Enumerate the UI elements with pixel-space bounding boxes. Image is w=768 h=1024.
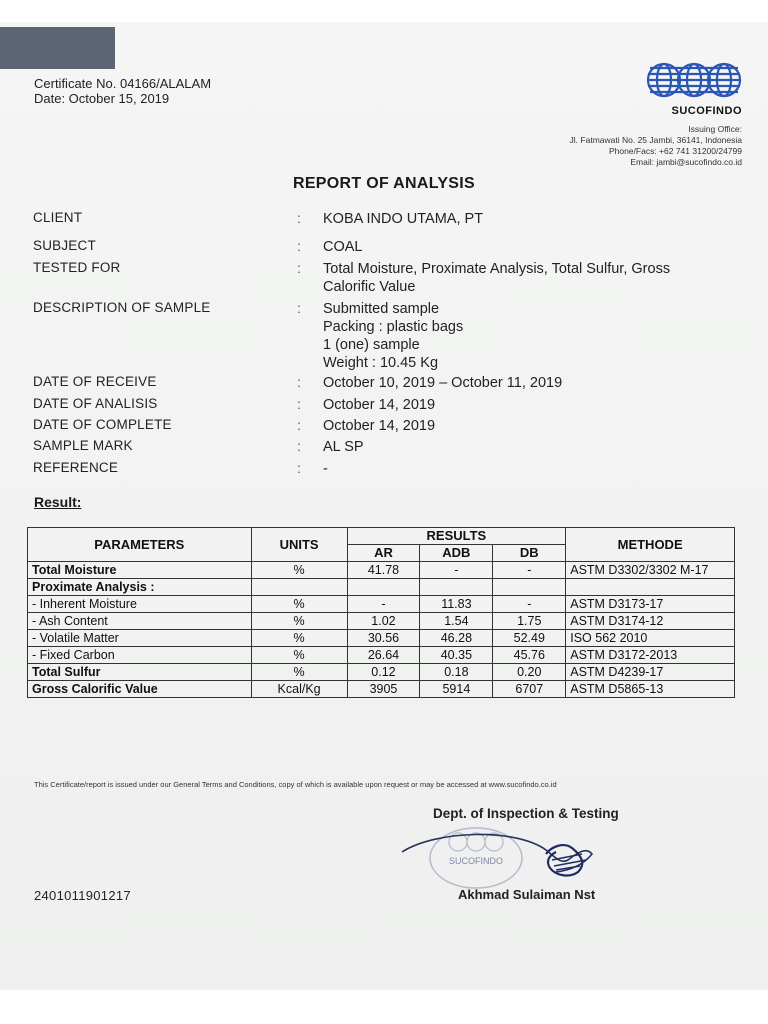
- cell-ar: 26.64: [347, 647, 420, 664]
- result-heading: Result:: [34, 494, 82, 510]
- field-colon: :: [297, 417, 301, 433]
- field-colon: :: [297, 396, 301, 412]
- header-db: DB: [493, 545, 566, 562]
- cell-unit: [251, 579, 347, 596]
- field-colon: :: [297, 260, 301, 276]
- cell-unit: %: [251, 596, 347, 613]
- field-value: Submitted sample Packing : plastic bags 1 (one) sample Weight : 10.45 Kg: [323, 301, 464, 371]
- field-colon: :: [297, 210, 301, 226]
- field-colon: :: [297, 438, 301, 454]
- corner-redaction-mark: [0, 27, 115, 69]
- cell-param: - Ash Content: [28, 613, 252, 630]
- office-address: Jl. Fatmawati No. 25 Jambi, 36141, Indonesia: [569, 135, 742, 145]
- cell-unit: %: [251, 613, 347, 630]
- field-label: DATE OF RECEIVE: [33, 374, 157, 389]
- field-value: COAL: [323, 239, 363, 255]
- cell-db: 52.49: [493, 630, 566, 647]
- header-methode: METHODE: [566, 528, 735, 562]
- field-value: October 10, 2019 – October 11, 2019: [323, 375, 563, 391]
- cell-adb: 11.83: [420, 596, 493, 613]
- cell-ar: [347, 579, 420, 596]
- field-label: REFERENCE: [33, 460, 119, 475]
- field-value: October 14, 2019: [323, 418, 436, 434]
- issuing-office: [570, 124, 742, 168]
- table-row: [28, 596, 735, 613]
- office-email: Email: jambi@sucofindo.co.id: [630, 157, 742, 167]
- cell-ar: -: [347, 596, 420, 613]
- field-label: TESTED FOR: [33, 260, 121, 275]
- results-table: [27, 527, 735, 698]
- stamp-text: SUCOFINDO: [449, 856, 503, 866]
- table-row: [28, 613, 735, 630]
- cell-unit: %: [251, 664, 347, 681]
- cell-param: Gross Calorific Value: [28, 681, 252, 698]
- cell-param: - Fixed Carbon: [28, 647, 252, 664]
- terms-statement: This Certificate/report is issued under our General Terms and Conditions, copy of which is available upon request or may be accessed at www.sucofindo.co.id: [34, 780, 557, 789]
- cell-adb: 5914: [420, 681, 493, 698]
- cell-unit: %: [251, 647, 347, 664]
- sucofindo-globe-logo-icon: [646, 56, 742, 104]
- cell-db: 1.75: [493, 613, 566, 630]
- cell-adb: -: [420, 562, 493, 579]
- header-parameters: PARAMETERS: [28, 528, 252, 562]
- cell-ar: 1.02: [347, 613, 420, 630]
- field-colon: :: [297, 300, 301, 316]
- table-row: [28, 647, 735, 664]
- cell-method: ISO 562 2010: [566, 630, 735, 647]
- office-label: Issuing Office:: [688, 124, 742, 134]
- cell-adb: 40.35: [420, 647, 493, 664]
- cell-adb: [420, 579, 493, 596]
- cell-adb: 46.28: [420, 630, 493, 647]
- certificate-date: Date: October 15, 2019: [34, 91, 170, 106]
- field-colon: :: [297, 238, 301, 254]
- cell-adb: 1.54: [420, 613, 493, 630]
- certificate-number: Certificate No. 04166/ALALAM: [34, 76, 212, 91]
- table-row: [28, 681, 735, 698]
- cell-db: -: [493, 596, 566, 613]
- field-value: October 14, 2019: [323, 397, 436, 413]
- cell-db: 45.76: [493, 647, 566, 664]
- cell-adb: 0.18: [420, 664, 493, 681]
- header-units: UNITS: [251, 528, 347, 562]
- table-row: [28, 579, 735, 596]
- document-number: 2401011901217: [34, 888, 131, 903]
- field-label: CLIENT: [33, 210, 83, 225]
- cell-param: Total Moisture: [28, 562, 252, 579]
- cell-unit: Kcal/Kg: [251, 681, 347, 698]
- field-colon: :: [297, 374, 301, 390]
- field-label: DATE OF COMPLETE: [33, 417, 172, 432]
- sucofindo-wordmark: SUCOFINDO: [671, 105, 742, 117]
- cell-method: ASTM D3302/3302 M-17: [566, 562, 735, 579]
- signer-name: Akhmad Sulaiman Nst: [458, 887, 596, 902]
- cell-method: ASTM D5865-13: [566, 681, 735, 698]
- cell-db: -: [493, 562, 566, 579]
- field-value: -: [323, 461, 328, 477]
- table-row: [28, 562, 735, 579]
- cell-param: Proximate Analysis :: [28, 579, 252, 596]
- field-label: SUBJECT: [33, 238, 96, 253]
- header-ar: AR: [347, 545, 420, 562]
- cell-ar: 0.12: [347, 664, 420, 681]
- cell-unit: %: [251, 630, 347, 647]
- cell-db: 6707: [493, 681, 566, 698]
- cell-method: ASTM D4239-17: [566, 664, 735, 681]
- cell-method: ASTM D3174-12: [566, 613, 735, 630]
- header-adb: ADB: [420, 545, 493, 562]
- header-results: RESULTS: [347, 528, 566, 545]
- cell-ar: 41.78: [347, 562, 420, 579]
- table-row: [28, 664, 735, 681]
- field-value: AL SP: [323, 439, 364, 455]
- field-value: KOBA INDO UTAMA, PT: [323, 211, 484, 227]
- field-label: DESCRIPTION OF SAMPLE: [33, 300, 211, 315]
- cell-ar: 30.56: [347, 630, 420, 647]
- office-phone: Phone/Facs: +62 741 31200/24799: [608, 146, 742, 156]
- cell-db: [493, 579, 566, 596]
- cell-param: Total Sulfur: [28, 664, 252, 681]
- cell-method: ASTM D3173-17: [566, 596, 735, 613]
- field-label: SAMPLE MARK: [33, 438, 133, 453]
- cell-method: [566, 579, 735, 596]
- cell-method: ASTM D3172-2013: [566, 647, 735, 664]
- field-value: Total Moisture, Proximate Analysis, Total Sulfur, Gross Calorific Value: [323, 261, 671, 295]
- cell-unit: %: [251, 562, 347, 579]
- cell-param: - Inherent Moisture: [28, 596, 252, 613]
- department-name: Dept. of Inspection & Testing: [433, 806, 619, 821]
- cell-param: - Volatile Matter: [28, 630, 252, 647]
- field-colon: :: [297, 460, 301, 476]
- certificate-info: [34, 76, 211, 106]
- field-label: DATE OF ANALISIS: [33, 396, 158, 411]
- report-title: REPORT OF ANALYSIS: [292, 175, 476, 192]
- cell-ar: 3905: [347, 681, 420, 698]
- table-row: [28, 630, 735, 647]
- cell-db: 0.20: [493, 664, 566, 681]
